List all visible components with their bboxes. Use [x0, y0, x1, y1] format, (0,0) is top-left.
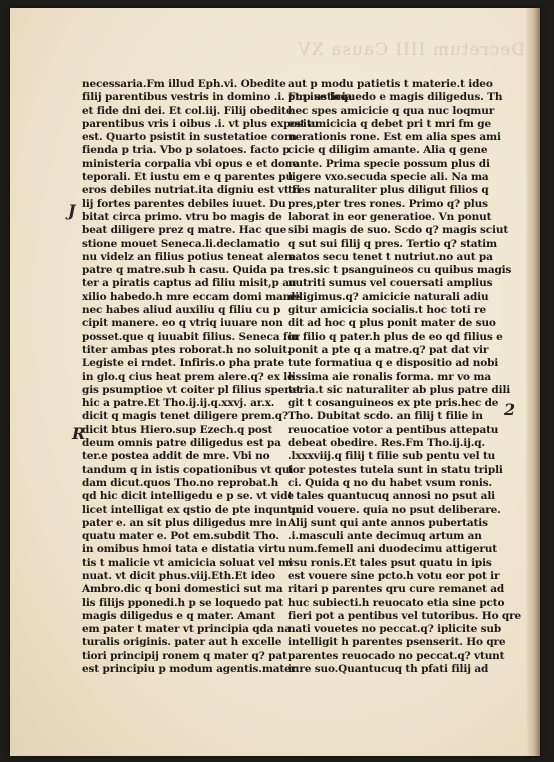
text-line: magis diligedus e q mater. Amant	[82, 609, 276, 622]
text-line: licet intelligat ex qstio de pte inquntu	[82, 503, 300, 516]
text-line: Alij sunt qui ante annos pubertatis	[288, 516, 488, 529]
text-line: pater e. an sit plus diligedus mre in	[82, 516, 287, 529]
text-line: eros debiles nutriat.ita digniu est vt fi	[82, 184, 301, 197]
text-line: em pater t mater vt principia qda na	[82, 623, 291, 636]
text-line: hic a patre.Et Tho.ij.ij.q.xxvj. ar.x.	[82, 397, 275, 410]
text-line: cipit manere. eo q vtriq iuuare non	[82, 317, 283, 330]
manuscript-page	[10, 8, 540, 756]
text-line: est amicicia q debet pri t mri fm ge	[288, 117, 491, 130]
text-line: nerationis rone. Est em alia spes ami	[288, 131, 501, 144]
text-line: .i.masculi ante decimuq artum an	[288, 530, 482, 543]
text-line: stione mouet Seneca.li.declamatio	[82, 237, 280, 250]
text-line: t tales quantucuq annosi no psut ali	[288, 490, 496, 503]
text-line: gitur amicicia socialis.t hoc toti re	[288, 304, 486, 317]
text-line: in omibus hmoi tata e distatia virtu	[82, 543, 286, 556]
text-line: filij parentibus vestris in domino .i. Fm iusticia	[82, 91, 353, 104]
text-line: ministeria corpalia vbi opus e et dono	[82, 157, 300, 170]
text-line: Legiste ei rndet. Infiris.o pha prate	[82, 357, 285, 370]
text-line: dam dicut.quos Tho.no reprobat.h	[82, 476, 279, 489]
text-line: intelligit h parentes psenserit. Ho qre	[288, 636, 506, 649]
text-line: lissima aie ronalis forma. mr vo ma	[288, 370, 492, 383]
text-line: in filio q pater.h plus de eo qd filius e	[288, 330, 503, 343]
text-line: sibi magis de suo. Scdo q? magis sciut	[288, 224, 509, 237]
text-line: parentes reuocado no peccat.q? vtunt	[288, 649, 505, 662]
text-line: patre q matre.sub h casu. Quida pa	[82, 264, 284, 277]
text-line: et fide dni dei. Et col.iij. Filij obedite	[82, 104, 293, 117]
text-line: fieri pot a pentibus vel tutoribus. Ho qre	[288, 609, 522, 622]
text-line: tute formatiua q e dispositio ad nobi	[288, 357, 499, 370]
text-line: gis psumptioe vt coiter pl filius sperat	[82, 383, 301, 396]
text-line: nutriti sumus vel couersati amplius	[288, 277, 493, 290]
text-line: titer ambas ptes roborat.h no soluit.	[82, 343, 291, 356]
text-line: lis filijs pponedi.h p se loquedo pat	[82, 596, 284, 609]
marginal-initial-j: J	[68, 201, 76, 220]
text-line: dit ad hoc q plus ponit mater de suo	[288, 317, 496, 330]
text-line: debeat obedire. Res.Fm Tho.ij.ij.q.	[288, 437, 485, 450]
text-line: est principiu p modum agentis.mater	[82, 663, 297, 676]
text-line: lij fortes parentes debiles iuuet. Du	[82, 197, 286, 210]
text-line: nati vouetes no peccat.q? iplicite sub	[288, 623, 502, 636]
text-line: laborat in eor generatioe. Vn ponut	[288, 210, 492, 223]
text-line: nu videlz an filius potius teneat alere	[82, 250, 296, 263]
text-column-right	[288, 78, 522, 676]
text-line: ci. Quida q no du habet vsum ronis.	[288, 476, 493, 489]
text-line: tis t malicie vt amicicia soluat vel mi	[82, 556, 293, 569]
text-line: est. Quarto psistit in sustetatioe corn	[82, 131, 297, 144]
text-line: hec spes amicicie q qua nuc loqmur	[288, 104, 495, 117]
text-line: teria.t sic naturaliter ab plus patre dili	[288, 383, 511, 396]
text-line: .lxxxviij.q filij t filie sub pentu vel tu	[288, 450, 496, 463]
text-line: posset.que q iuuabit filius. Seneca for	[82, 330, 300, 343]
text-line: ligere vxo.secuda specie ali. Na ma	[288, 171, 489, 184]
text-column-left	[82, 78, 353, 676]
text-line: xilio habedo.h mre eccam domi manes	[82, 290, 303, 303]
text-line: dicit q magis tenet diligere prem.q?	[82, 410, 288, 423]
text-line: ter a piratis captus ad filiu misit,p au	[82, 277, 297, 290]
text-line: beat diligere prez q matre. Hac que	[82, 224, 287, 237]
text-line: rante. Prima specie possum plus di	[288, 157, 490, 170]
text-line: fienda p tria. Vbo p solatoes. facto p	[82, 144, 290, 157]
text-line: natos secu tenet t nutriut.no aut pa	[288, 250, 493, 263]
text-line: necessaria.Fm illud Eph.vi. Obedite	[82, 78, 286, 90]
text-line: Tho. Dubitat scdo. an filij t filie in	[288, 410, 483, 423]
text-line: aut p modu patietis t materie.t ideo	[288, 78, 493, 90]
text-line: tiori principij ronem q mater q? pat	[82, 649, 287, 662]
text-line: q sut sui filij q pres. Tertio q? statim	[288, 237, 497, 250]
text-line: ritari p parentes qru cure remanet ad	[288, 583, 505, 596]
running-head-bleedthrough: Decretum IIII Causa XV	[297, 40, 525, 60]
text-line: diligimus.q? amicicie naturali adiu	[288, 290, 489, 303]
text-line: quid vouere. quia no psut deliberare.	[288, 503, 501, 516]
text-line: pres,pter tres rones. Primo q? plus	[288, 197, 488, 210]
text-line: reuocatioe votor a pentibus attepatu	[288, 423, 499, 436]
text-line: tor potestes tutela sunt in statu tripli	[288, 463, 503, 476]
text-line: bitat circa primo. vtru bo magis de	[82, 210, 282, 223]
text-line: cicie q diligim amante. Alia q gene	[288, 144, 488, 157]
text-line: quatu mater e. Pot em.subdit Tho.	[82, 530, 279, 543]
text-line: huc subiecti.h reuocato etia sine pcto	[288, 596, 505, 609]
text-line: est vouere sine pcto.h votu eor pot ir	[288, 569, 500, 582]
text-line: turalis originis. pater aut h excelle	[82, 636, 282, 649]
marginal-initial-r: R	[72, 424, 86, 443]
text-line: num.femell ani duodecimu attigerut	[288, 543, 497, 556]
text-line: parentibus vris i oibus .i. vt plus expositu	[82, 117, 319, 130]
text-line: ponit a pte q a matre.q? pat dat vir	[288, 343, 489, 356]
text-line: tandum q in istis copationibus vt qui	[82, 463, 294, 476]
text-line: git t cosanguineos ex pte pris.hec de	[288, 397, 499, 410]
text-line: pt p se loquedo e magis diligedus. Th	[288, 91, 503, 104]
text-line: vsu ronis.Et tales psut quatu in ipis	[288, 556, 492, 569]
text-line: iure suo.Quantucuq th pfati filij ad	[288, 663, 489, 676]
page-edge	[526, 8, 540, 756]
text-line: deum omnis patre diligedus est pa	[82, 437, 281, 450]
text-line: tres.sic t psanguineos cu quibus magis	[288, 264, 512, 277]
text-line: nuat. vt dicit phus.viij.Eth.Et ideo	[82, 569, 276, 582]
text-line: qd hic dicit intelligedu e p se. vt vide	[82, 490, 294, 503]
text-line: teporali. Et iustu em e q parentes pu	[82, 171, 293, 184]
text-line: Ambro.dic q boni domestici sut ma	[82, 583, 283, 596]
text-line: in glo.q cius heat prem alere.q? ex le	[82, 370, 294, 383]
text-line: dicit btus Hiero.sup Ezech.q post	[82, 423, 273, 436]
text-line: tres naturaliter plus diligut filios q	[288, 184, 489, 197]
marginal-numeral: 2	[504, 400, 516, 419]
text-line: ter.e postea addit de mre. Vbi no	[82, 450, 270, 463]
text-line: nec habes aliud auxiliu q filiu cu p	[82, 304, 281, 317]
